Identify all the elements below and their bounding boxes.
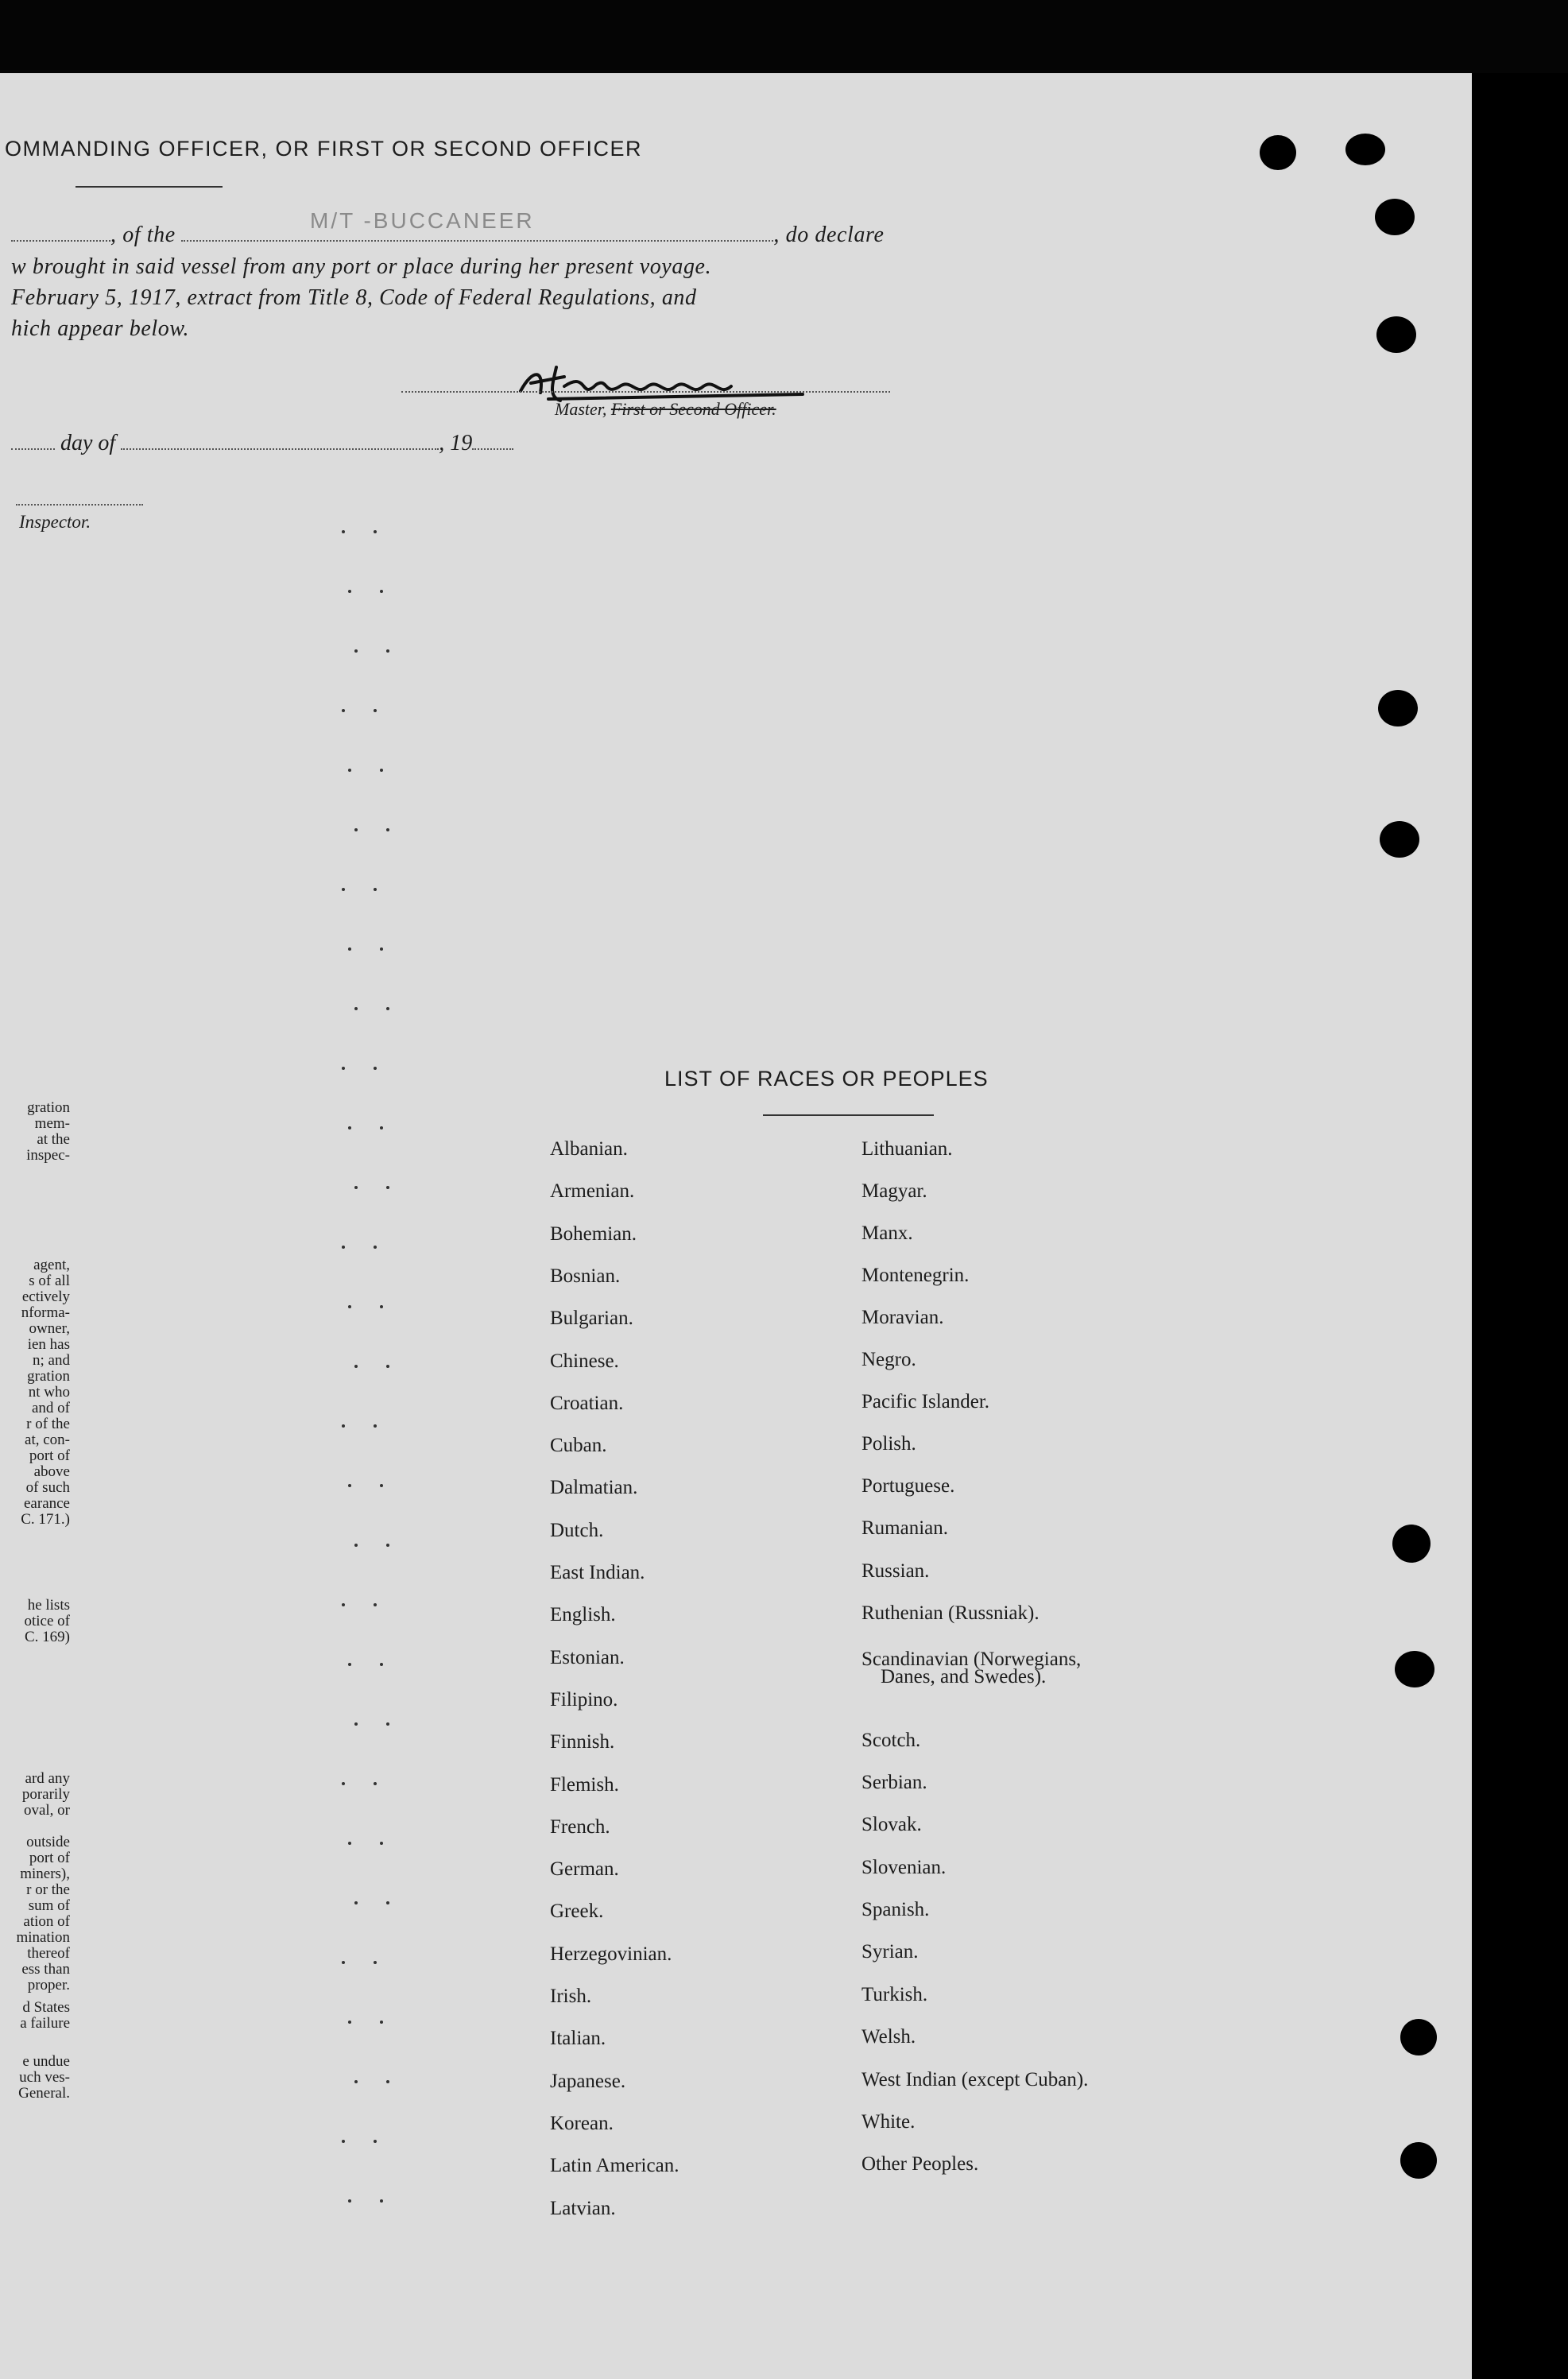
punch-hole bbox=[1375, 199, 1415, 235]
speck-dot bbox=[380, 590, 383, 593]
race-item: Italian. bbox=[550, 2028, 606, 2050]
race-item: Dutch. bbox=[550, 1519, 604, 1541]
speck-dot bbox=[374, 1961, 377, 1964]
punch-hole bbox=[1376, 316, 1416, 353]
declaration-line-2: w brought in said vessel from any port or place during her present voyage. bbox=[11, 254, 712, 279]
speck-dot bbox=[380, 1663, 383, 1666]
speck-dot bbox=[348, 590, 351, 593]
speck-dot bbox=[342, 1424, 345, 1428]
speck-dot bbox=[342, 530, 345, 533]
speck-dot bbox=[348, 1484, 351, 1487]
speck-dot bbox=[354, 1722, 358, 1726]
race-item: Spanish. bbox=[861, 1899, 930, 1920]
race-item: Cuban. bbox=[550, 1435, 607, 1457]
speck-dot bbox=[348, 1305, 351, 1308]
date-line bbox=[11, 431, 513, 456]
speck-dot bbox=[380, 1842, 383, 1845]
speck-dot bbox=[354, 1901, 358, 1904]
speck-dot bbox=[348, 2199, 351, 2203]
race-item: Irish. bbox=[550, 1986, 592, 2007]
punch-hole bbox=[1392, 1525, 1431, 1563]
punch-hole bbox=[1400, 2142, 1437, 2179]
race-item: Ruthenian (Russniak). bbox=[861, 1602, 1040, 1624]
race-item: Rumanian. bbox=[861, 1517, 949, 1539]
heading-rule bbox=[75, 186, 223, 188]
punch-hole bbox=[1400, 2019, 1437, 2055]
race-item: Russian. bbox=[861, 1560, 930, 1582]
speck-dot bbox=[374, 1603, 377, 1606]
speck-dot bbox=[342, 1246, 345, 1249]
speck-dot bbox=[374, 2140, 377, 2143]
races-title-rule bbox=[763, 1114, 934, 1116]
speck-dot bbox=[354, 828, 358, 831]
speck-dot bbox=[386, 1365, 389, 1368]
day-of-text: day of bbox=[60, 431, 116, 455]
race-item: Syrian. bbox=[861, 1941, 919, 1962]
speck-dot bbox=[348, 1663, 351, 1666]
race-item: Armenian. bbox=[550, 1180, 635, 1203]
signature-line bbox=[401, 391, 890, 393]
speck-dot bbox=[374, 1246, 377, 1249]
speck-dot bbox=[342, 1603, 345, 1606]
race-item: West Indian (except Cuban). bbox=[861, 2069, 1089, 2090]
speck-dot bbox=[374, 709, 377, 712]
race-item: Polish. bbox=[861, 1433, 916, 1455]
master-label: Master, bbox=[555, 399, 611, 419]
margin-fragment: gration mem- at the inspec- bbox=[26, 1100, 70, 1164]
race-item: Magyar. bbox=[861, 1180, 927, 1202]
speck-dot bbox=[380, 769, 383, 772]
margin-fragment: ard any porarily oval, or bbox=[21, 1771, 70, 1819]
speck-dot bbox=[348, 2021, 351, 2024]
speck-dot bbox=[386, 1186, 389, 1189]
document-page bbox=[0, 73, 1472, 2379]
speck-dot bbox=[380, 1484, 383, 1487]
margin-fragment: outside port of miners), r or the sum of ation of mination thereof ess than proper. bbox=[16, 1835, 70, 1993]
race-item: Scotch. bbox=[861, 1730, 921, 1751]
speck-dot bbox=[374, 530, 377, 533]
race-item: Albanian. bbox=[550, 1138, 628, 1160]
race-item: Danes, and Swedes). bbox=[881, 1666, 1047, 1687]
speck-dot bbox=[348, 947, 351, 951]
blank-month bbox=[121, 448, 439, 450]
race-item: Portuguese. bbox=[861, 1475, 955, 1497]
speck-dot bbox=[354, 2080, 358, 2083]
margin-fragment: d States a failure bbox=[20, 2000, 70, 2032]
punch-hole bbox=[1260, 135, 1296, 170]
race-item: Japanese. bbox=[550, 2070, 626, 2092]
race-item: Bosnian. bbox=[550, 1265, 621, 1287]
speck-dot bbox=[342, 1067, 345, 1070]
speck-dot bbox=[342, 1961, 345, 1964]
race-item: German. bbox=[550, 1858, 619, 1881]
race-item: White. bbox=[861, 2111, 916, 2133]
of-the-text: , of the bbox=[110, 223, 176, 247]
speck-dot bbox=[342, 709, 345, 712]
speck-dot bbox=[380, 1305, 383, 1308]
year-prefix-text: , 19 bbox=[439, 431, 473, 455]
speck-dot bbox=[386, 2080, 389, 2083]
punch-hole bbox=[1378, 690, 1418, 726]
race-item: Korean. bbox=[550, 2112, 614, 2134]
speck-dot bbox=[386, 1007, 389, 1010]
speck-dot bbox=[354, 1186, 358, 1189]
race-item: Bulgarian. bbox=[550, 1308, 633, 1330]
speck-dot bbox=[354, 1544, 358, 1547]
speck-dot bbox=[386, 649, 389, 653]
speck-dot bbox=[386, 1901, 389, 1904]
scan-border bbox=[0, 0, 1568, 73]
speck-dot bbox=[374, 1067, 377, 1070]
race-item: Pacific Islander. bbox=[861, 1391, 990, 1412]
punch-hole bbox=[1395, 1651, 1434, 1687]
speck-dot bbox=[386, 1722, 389, 1726]
speck-dot bbox=[380, 947, 383, 951]
race-item: Latvian. bbox=[550, 2197, 616, 2219]
struck-officer-label: First or Second Officer. bbox=[610, 399, 776, 419]
speck-dot bbox=[354, 1365, 358, 1368]
punch-hole bbox=[1345, 134, 1385, 165]
declaration-line-3: February 5, 1917, extract from Title 8, Code of Federal Regulations, and bbox=[11, 285, 697, 310]
race-item: Croatian. bbox=[550, 1392, 624, 1414]
blank-master-name bbox=[11, 240, 110, 242]
race-item: Moravian. bbox=[861, 1307, 944, 1328]
speck-dot bbox=[374, 1424, 377, 1428]
signature-caption bbox=[555, 399, 776, 420]
race-item: English. bbox=[550, 1604, 616, 1626]
speck-dot bbox=[354, 649, 358, 653]
speck-dot bbox=[342, 2140, 345, 2143]
race-item: Chinese. bbox=[550, 1350, 619, 1372]
speck-dot bbox=[342, 888, 345, 891]
blank-year bbox=[472, 448, 513, 450]
speck-dot bbox=[348, 1842, 351, 1845]
page-heading: OMMANDING OFFICER, OR FIRST OR SECOND OFFICER bbox=[5, 137, 643, 161]
race-item: Lithuanian. bbox=[861, 1138, 953, 1160]
vessel-name: M/T -BUCCANEER bbox=[310, 208, 535, 233]
race-item: Flemish. bbox=[550, 1773, 619, 1796]
speck-dot bbox=[374, 1782, 377, 1785]
race-item: Filipino. bbox=[550, 1688, 618, 1711]
race-item: East Indian. bbox=[550, 1562, 645, 1583]
margin-fragment: agent, s of all ectively nforma- owner, ien has n; and gration nt who and of r of the at, con- port of above of such earance C. 171.) bbox=[21, 1257, 70, 1528]
do-declare-text: , do declare bbox=[773, 223, 885, 247]
race-item: Manx. bbox=[861, 1222, 913, 1244]
race-item: Slovak. bbox=[861, 1814, 922, 1835]
race-item: Turkish. bbox=[861, 1984, 928, 2005]
declaration-line-4: hich appear below. bbox=[11, 316, 190, 341]
race-item: Other Peoples. bbox=[861, 2153, 979, 2175]
speck-dot bbox=[380, 1126, 383, 1129]
speck-dot bbox=[380, 2199, 383, 2203]
speck-dot bbox=[354, 1007, 358, 1010]
inspector-label: Inspector. bbox=[19, 512, 91, 532]
race-item: Scandinavian (Norwegians, bbox=[861, 1649, 1082, 1670]
race-item: Finnish. bbox=[550, 1731, 615, 1753]
races-list-title: LIST OF RACES OR PEOPLES bbox=[664, 1067, 989, 1091]
speck-dot bbox=[386, 828, 389, 831]
race-item: Dalmatian. bbox=[550, 1477, 638, 1499]
inspector-signature-line bbox=[16, 504, 143, 506]
speck-dot bbox=[374, 888, 377, 891]
speck-dot bbox=[342, 1782, 345, 1785]
speck-dot bbox=[348, 1126, 351, 1129]
speck-dot bbox=[386, 1544, 389, 1547]
blank-vessel bbox=[181, 240, 773, 242]
margin-fragment: e undue uch ves- General. bbox=[18, 2054, 70, 2102]
race-item: Welsh. bbox=[861, 2026, 916, 2048]
race-item: Bohemian. bbox=[550, 1222, 637, 1245]
race-item: French. bbox=[550, 1815, 610, 1838]
margin-fragment: he lists otice of C. 169) bbox=[24, 1598, 70, 1645]
blank-day bbox=[11, 448, 55, 450]
race-item: Montenegrin. bbox=[861, 1265, 970, 1286]
speck-dot bbox=[348, 769, 351, 772]
race-item: Herzegovinian. bbox=[550, 1943, 672, 1965]
race-item: Serbian. bbox=[861, 1772, 927, 1793]
race-item: Estonian. bbox=[550, 1646, 625, 1668]
race-item: Latin American. bbox=[550, 2155, 679, 2177]
race-item: Slovenian. bbox=[861, 1857, 947, 1878]
speck-dot bbox=[380, 2021, 383, 2024]
race-item: Negro. bbox=[861, 1349, 916, 1370]
race-item: Greek. bbox=[550, 1900, 604, 1923]
punch-hole bbox=[1380, 821, 1419, 858]
